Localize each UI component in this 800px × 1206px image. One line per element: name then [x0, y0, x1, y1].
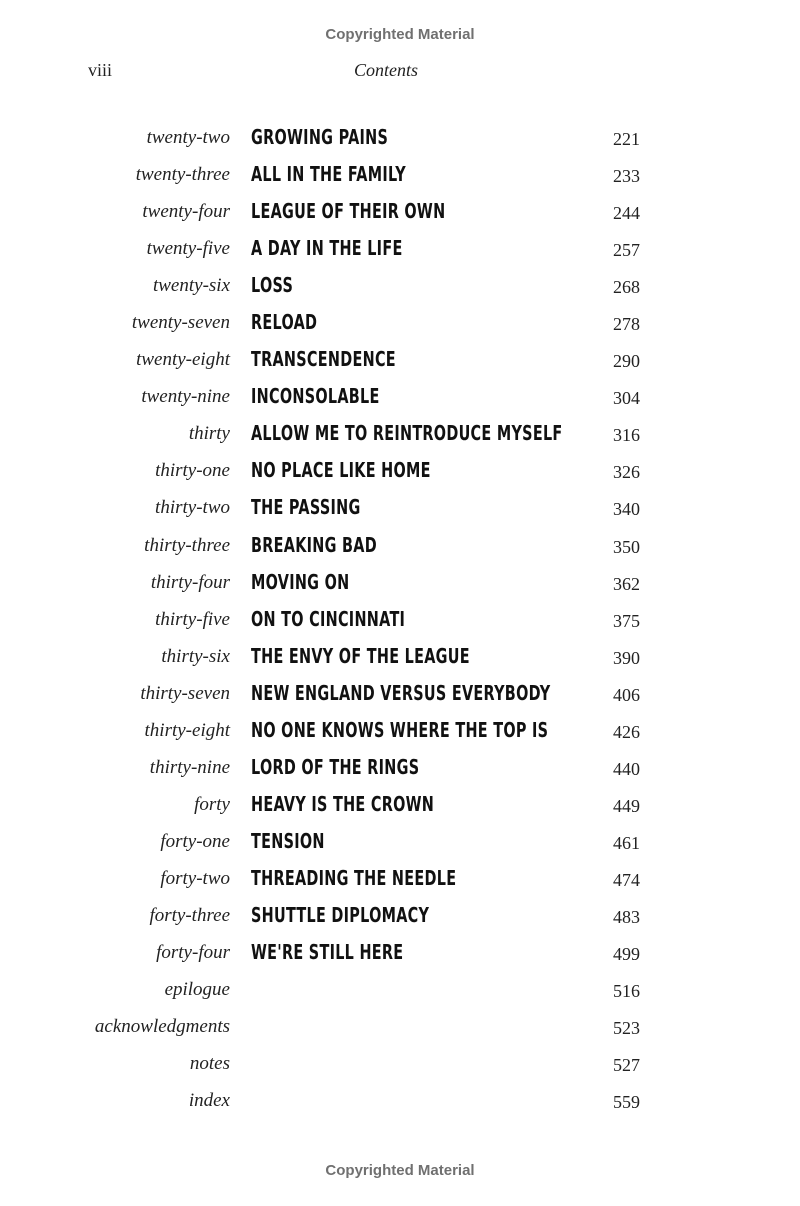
toc-entry: [0, 751, 800, 788]
page-number: 440: [613, 758, 640, 779]
toc-entry: [0, 343, 800, 380]
toc-entry: [0, 121, 800, 158]
toc-entry: [0, 529, 800, 566]
chapter-title: A DAY IN THE LIFE: [251, 236, 403, 261]
toc-entry: [0, 417, 800, 454]
chapter-title: GROWING PAINS: [251, 125, 389, 149]
page-number: 461: [613, 832, 640, 853]
page-number: 268: [613, 277, 640, 298]
page-number: 559: [613, 1092, 640, 1113]
chapter-title: ALL IN THE FAMILY: [251, 162, 406, 187]
chapter-number: twenty-two: [146, 127, 230, 148]
toc-entry: [0, 788, 800, 825]
toc-entry: [0, 1084, 800, 1121]
chapter-number: forty: [194, 793, 230, 815]
page-number: 350: [613, 536, 640, 557]
chapter-number: thirty-five: [155, 608, 230, 630]
toc-entry: [0, 566, 800, 603]
toc-entry: [0, 862, 800, 899]
chapter-title: LOSS: [251, 273, 294, 298]
chapter-number: thirty-seven: [140, 682, 230, 704]
chapter-title: TENSION: [251, 828, 325, 853]
chapter-number: forty-three: [149, 904, 230, 926]
chapter-number: notes: [189, 1053, 230, 1075]
chapter-title: BREAKING BAD: [251, 532, 377, 557]
page-number: 390: [613, 647, 640, 668]
chapter-number: thirty: [188, 423, 230, 445]
page-number: 244: [613, 203, 640, 224]
page-number: 233: [613, 166, 640, 187]
page-number: 516: [613, 981, 640, 1002]
toc-entry: [0, 269, 800, 306]
chapter-title: ALLOW ME TO REINTRODUCE MYSELF: [251, 421, 563, 446]
chapter-title: LORD OF THE RINGS: [251, 754, 420, 779]
chapter-title: THE PASSING: [251, 495, 361, 520]
toc-entry: [0, 454, 800, 491]
page-folio: viii: [88, 60, 113, 80]
chapter-number: epilogue: [164, 979, 230, 1001]
page-number: 375: [613, 610, 640, 631]
chapter-number: thirty-one: [155, 460, 230, 482]
chapter-number: thirty-six: [161, 645, 230, 667]
toc-entry: [0, 306, 800, 343]
toc-entry: [0, 677, 800, 714]
chapter-number: twenty-seven: [131, 312, 230, 334]
page-number: 474: [613, 869, 640, 890]
page-number: 290: [613, 351, 640, 372]
chapter-title: NO ONE KNOWS WHERE THE TOP IS: [251, 717, 549, 742]
toc-entry: [0, 714, 800, 751]
chapter-number: twenty-four: [142, 201, 230, 223]
toc-entry: [0, 899, 800, 936]
page-number: 316: [613, 425, 640, 446]
chapter-title: THE ENVY OF THE LEAGUE: [251, 643, 470, 668]
chapter-number: twenty-five: [146, 238, 230, 260]
running-head-title: Contents: [353, 60, 418, 80]
chapter-title: MOVING ON: [251, 569, 350, 594]
chapter-title: INCONSOLABLE: [251, 384, 380, 409]
chapter-title: WE'RE STILL HERE: [251, 940, 404, 965]
page-number: 257: [613, 240, 640, 261]
toc-entry: [0, 640, 800, 677]
chapter-number: twenty-three: [135, 164, 230, 186]
copyright-watermark-top: Copyrighted Material: [325, 26, 475, 43]
page-number: 221: [613, 129, 640, 149]
page-number: 499: [613, 944, 640, 965]
chapter-title: SHUTTLE DIPLOMACY: [251, 902, 430, 927]
page-number: 527: [613, 1055, 640, 1076]
page-number: 340: [613, 499, 640, 520]
toc-entry: [0, 1047, 800, 1084]
chapter-number: forty-four: [156, 942, 230, 964]
chapter-number: thirty-three: [144, 534, 230, 556]
chapter-title: LEAGUE OF THEIR OWN: [251, 199, 446, 224]
table-of-contents: [0, 121, 800, 1121]
chapter-number: thirty-nine: [149, 756, 230, 778]
chapter-title: ON TO CINCINNATI: [251, 606, 406, 631]
toc-entry: [0, 491, 800, 528]
toc-entry: [0, 232, 800, 269]
running-head: [0, 60, 800, 84]
toc-entry: [0, 825, 800, 862]
chapter-title: RELOAD: [251, 310, 318, 335]
chapter-number: forty-two: [160, 867, 230, 889]
toc-entry: [0, 603, 800, 640]
page-number: 326: [613, 462, 640, 483]
chapter-number: thirty-two: [155, 497, 230, 519]
chapter-number: twenty-six: [152, 275, 230, 297]
chapter-title: NO PLACE LIKE HOME: [251, 458, 431, 483]
page-number: 362: [613, 573, 640, 594]
chapter-number: twenty-nine: [141, 386, 230, 408]
chapter-number: thirty-four: [150, 571, 230, 593]
page-number: 483: [613, 906, 640, 927]
toc-entry: [0, 973, 800, 1010]
page-number: 426: [613, 721, 640, 742]
toc-entry: [0, 158, 800, 195]
chapter-number: acknowledgments: [94, 1016, 230, 1038]
page-number: 449: [613, 795, 640, 816]
chapter-title: THREADING THE NEEDLE: [251, 865, 457, 890]
toc-entry: [0, 380, 800, 417]
chapter-number: index: [188, 1090, 230, 1112]
page-number: 278: [613, 314, 640, 335]
copyright-watermark-bottom: Copyrighted Material: [325, 1162, 475, 1179]
chapter-title: NEW ENGLAND VERSUS EVERYBODY: [251, 680, 551, 705]
page-number: 523: [613, 1018, 640, 1039]
chapter-title: HEAVY IS THE CROWN: [251, 791, 435, 816]
chapter-number: forty-one: [160, 830, 230, 852]
page-number: 304: [613, 388, 640, 409]
page-number: 406: [613, 684, 640, 705]
toc-entry: [0, 195, 800, 232]
chapter-title: TRANSCENDENCE: [251, 347, 396, 372]
toc-entry: [0, 936, 800, 973]
toc-entry: [0, 1010, 800, 1047]
chapter-number: twenty-eight: [136, 349, 230, 371]
chapter-number: thirty-eight: [144, 719, 230, 741]
